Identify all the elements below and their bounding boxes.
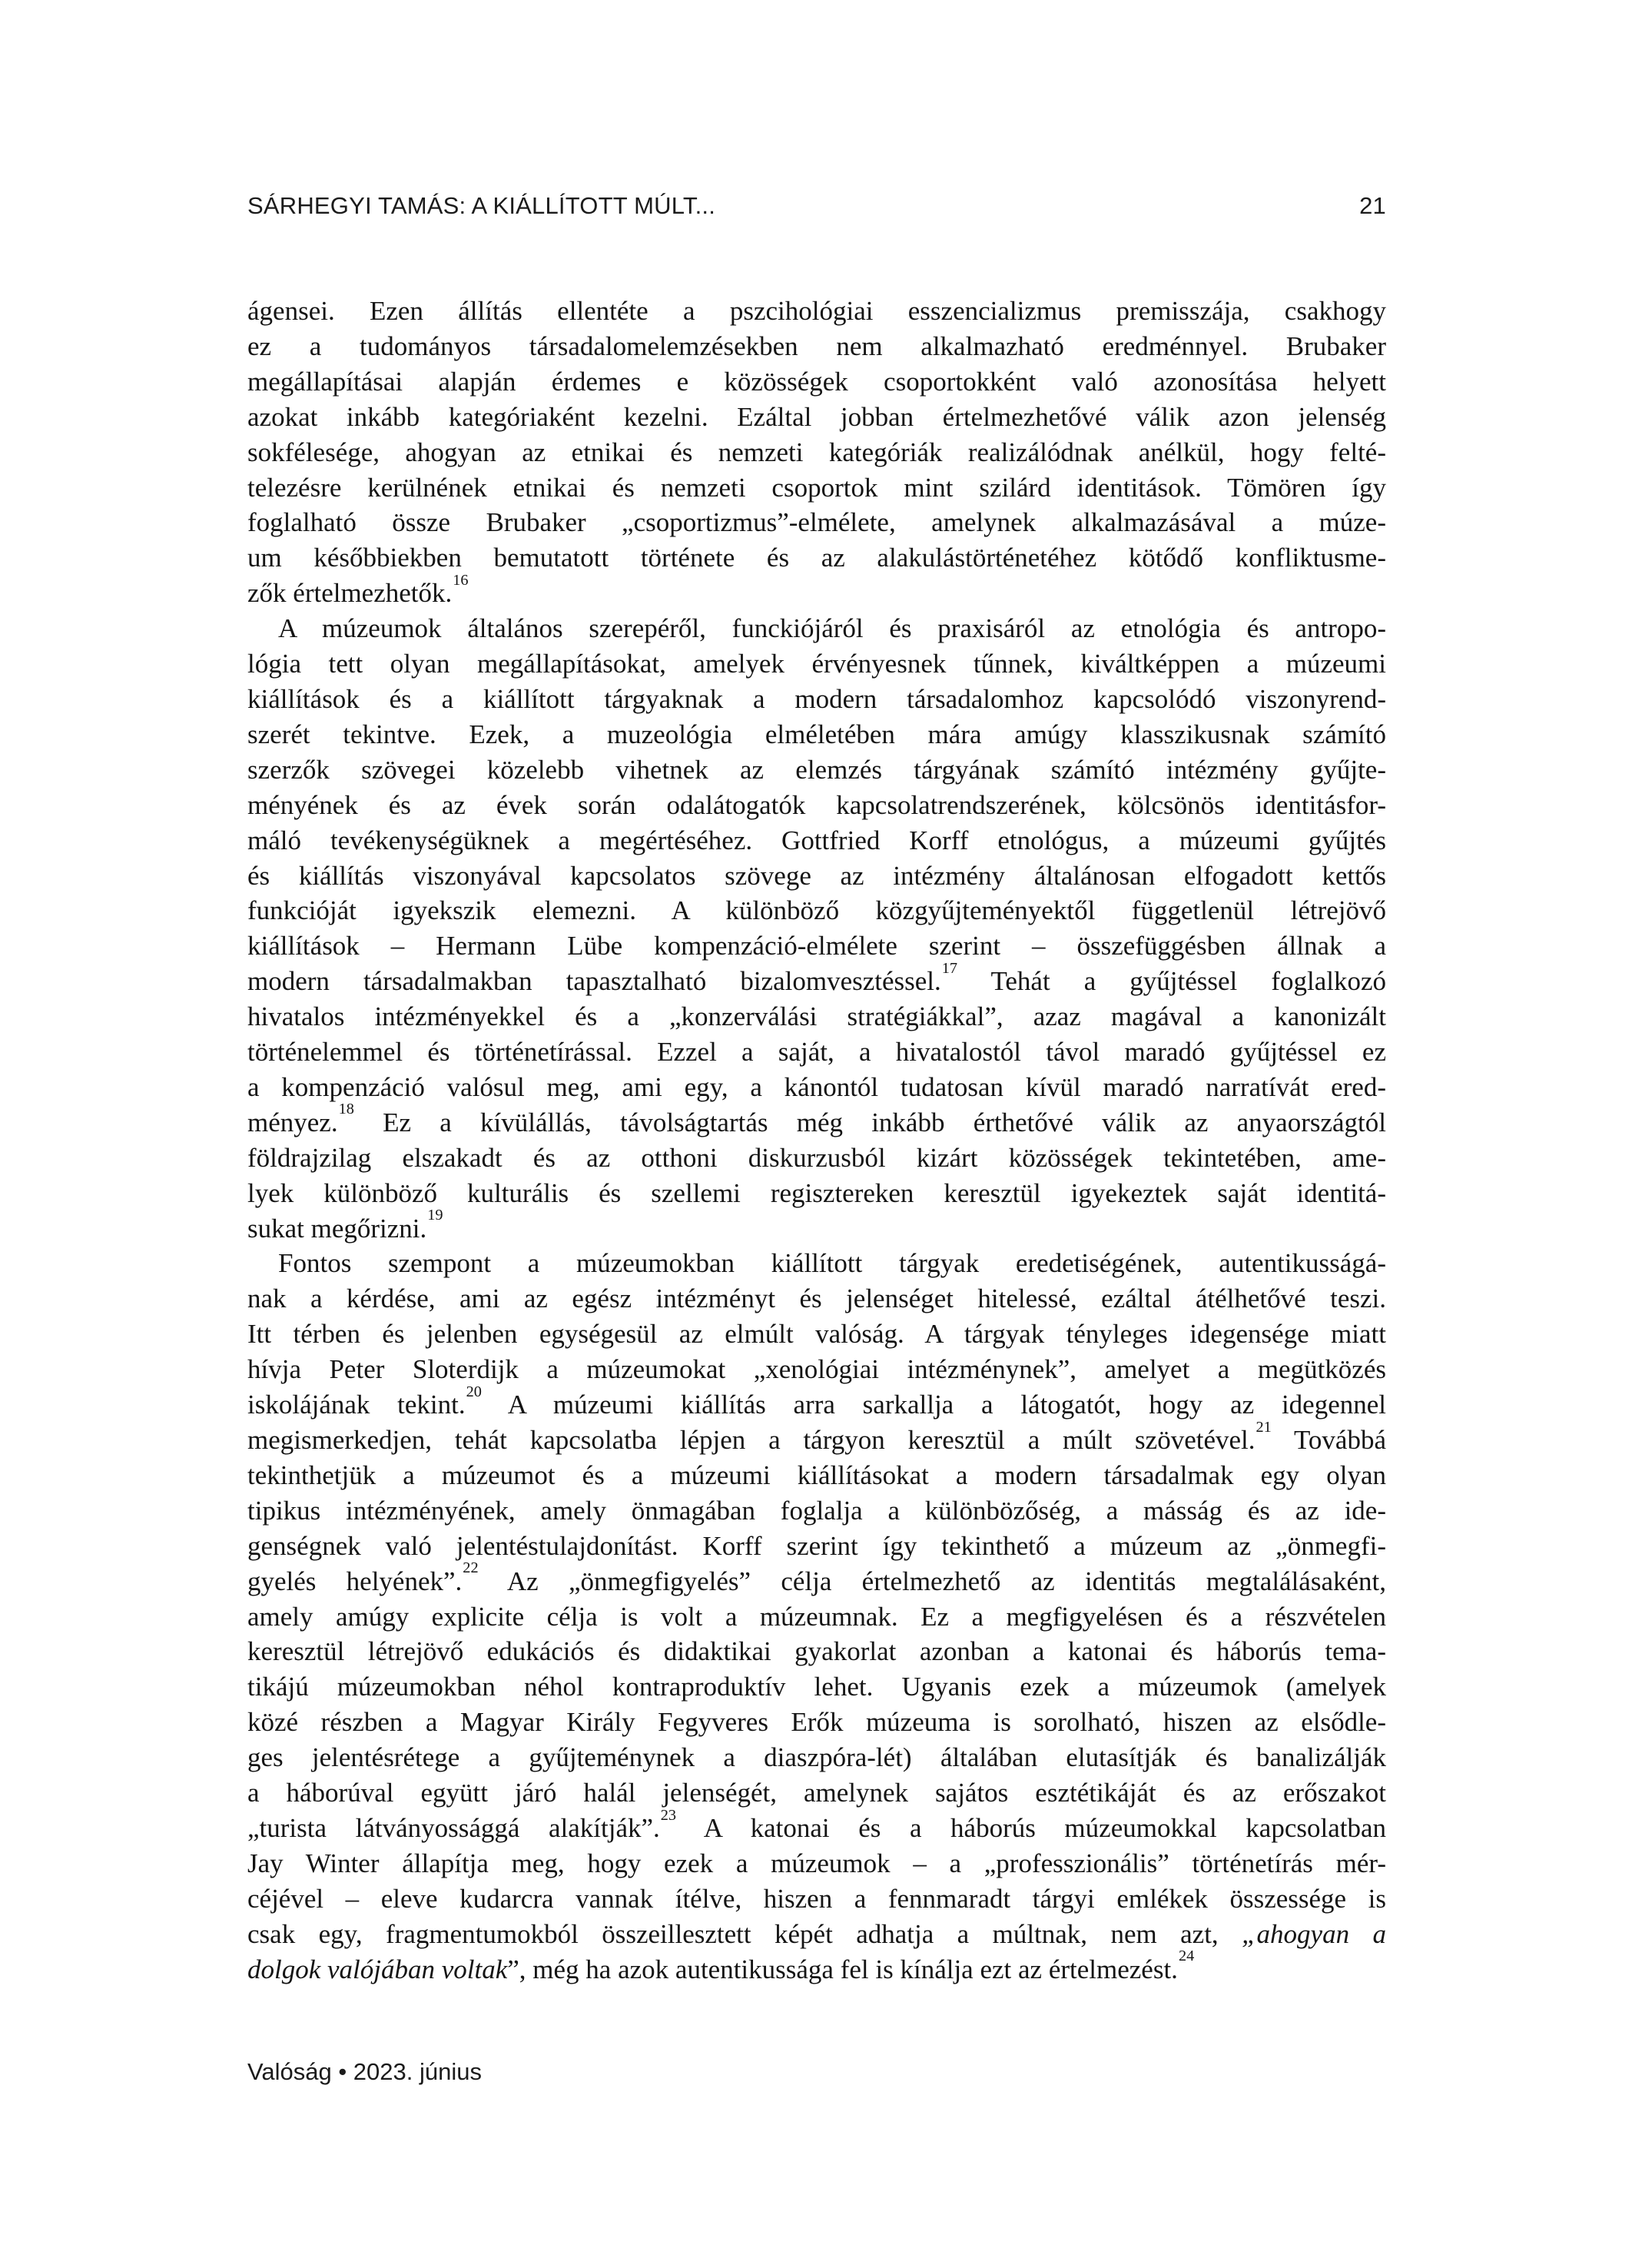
text-line: megismerkedjen, tehát kapcsolatba lépjen a tárgyon keresztül a múlt szövetével.$^{21}$ Továbbá — [247, 1418, 1386, 1455]
text-line: amely amúgy explicite célja is volt a múzeumnak. Ez a megfigyelésen és a részvételen — [247, 1601, 1386, 1632]
running-header — [247, 192, 1386, 220]
text-line: ményez.$^{18}$ Ez a kívülállás, távolságtartás még inkább érthetővé válik az anyaországtól — [247, 1101, 1386, 1137]
text-line: közé részben a Magyar Király Fegyveres Erők múzeuma is sorolható, hiszen az elsődle- — [247, 1707, 1386, 1738]
text-line: kiállítások – Hermann Lübe kompenzáció-elmélete szerint – összefüggésben állnak a — [247, 931, 1386, 961]
text-line: céjével – eleve kudarcra vannak ítélve, hiszen a fennmaradt tárgyi emlékek összessége is — [247, 1883, 1386, 1914]
text-line: szerét tekintve. Ezek, a muzeológia elméletében mára amúgy klasszikusnak számító — [247, 719, 1386, 749]
text-line: sokfélesége, ahogyan az etnikai és nemzeti kategóriák realizálódnak anélkül, hogy felté- — [247, 437, 1386, 467]
text-line: um későbbiekben bemutatott története és az alakulástörténetéhez kötődő konfliktusme- — [247, 543, 1386, 573]
text-line: azokat inkább kategóriaként kezelni. Ezáltal jobban értelmezhetővé válik azon jelenség — [247, 401, 1386, 432]
text-line: Fontos szempont a múzeumokban kiállított tárgyak eredetiségének, autentikusságá- — [278, 1248, 1386, 1279]
text-line: iskolájának tekint.$^{20}$ A múzeumi kiállítás arra sarkallja a látogatót, hogy az idegennel — [247, 1383, 1386, 1420]
body-text — [247, 294, 1386, 1987]
text-line: zők értelmezhetők.$^{16}$ — [247, 571, 469, 609]
paragraph — [247, 611, 1386, 1246]
text-line: telezésre kerülnének etnikai és nemzeti csoportok mint szilárd identitások. Tömören így — [247, 472, 1386, 503]
text-line: modern társadalmakban tapasztalható bizalomvesztéssel.$^{17}$ Tehát a gyűjtéssel foglalkozó — [247, 959, 1386, 997]
text-line: genségnek való jelentéstulajdonítást. Korff szerint így tekinthető a múzeum az „önmegfi- — [247, 1530, 1386, 1561]
text-line: dolgok valójában voltak”, még ha azok autentikussága fel is kínálja ezt az értelmezést.$^{24}$ — [247, 1948, 1195, 1984]
text-line: csak egy, fragmentumokból összeillesztett képét adhatja a múltnak, nem azt, „ahogyan a — [247, 1918, 1387, 1949]
text-line: a háborúval együtt járó halál jelenségét, amelynek sajátos esztétikáját és az erőszakot — [247, 1778, 1386, 1808]
text-line: tipikus intézményének, amely önmagában foglalja a különbözőség, a másság és az ide- — [247, 1495, 1386, 1526]
text-line: máló tevékenységüknek a megértéséhez. Gottfried Korff etnológus, a múzeumi gyűjtés — [247, 825, 1386, 855]
text-line: nak a kérdése, ami az egész intézményt és jelenséget hitelessé, ezáltal átélhetővé teszi. — [247, 1283, 1386, 1314]
text-line: funkcióját igyekszik elemezni. A különböző közgyűjteményektől függetlenül létrejövő — [247, 895, 1386, 926]
journal-footer — [247, 2058, 482, 2086]
text-line: „turista látványossággá alakítják”.$^{23}$ A katonai és a háborús múzeumokkal kapcsolatban — [247, 1806, 1386, 1843]
text-line: hívja Peter Sloterdijk a múzeumokat „xenológiai intézménynek”, amelyet a megütközés — [247, 1354, 1386, 1385]
text-line: földrajzilag elszakadt és az otthoni diskurzusból kizárt közösségek tekintetében, ame- — [247, 1142, 1386, 1173]
text-line: ményének és az évek során odalátogatók kapcsolatrendszerének, kölcsönös identitásfor- — [247, 789, 1386, 820]
text-line: tikájú múzeumokban néhol kontraproduktív lehet. Ugyanis ezek a múzeumok (amelyek — [247, 1672, 1386, 1702]
text-line: foglalható össze Brubaker „csoportizmus”-elmélete, amelynek alkalmazásával a múze- — [247, 507, 1386, 538]
text-line: lyek különböző kulturális és szellemi regisztereken keresztül igyekeztek saját identitá- — [247, 1177, 1386, 1208]
text-line: tekinthetjük a múzeumot és a múzeumi kiállításokat a modern társadalmak egy olyan — [247, 1459, 1386, 1490]
text-line: történelemmel és történetírással. Ezzel a saját, a hivatalostól távol maradó gyűjtéssel ez — [247, 1037, 1386, 1068]
text-line: ágensei. Ezen állítás ellentéte a pszcihológiai esszencializmus premisszája, csakhogy — [247, 296, 1386, 326]
text-line: ez a tudományos társadalomelemzésekben nem alkalmazható eredménnyel. Brubaker — [247, 330, 1386, 361]
text-line: kiállítások és a kiállított tárgyaknak a modern társadalomhoz kapcsolódó viszonyrend- — [247, 683, 1386, 714]
text-line: A múzeumok általános szerepéről, funckiójáról és praxisáról az etnológia és antropo- — [278, 613, 1386, 644]
text-line: megállapításai alapján érdemes e közösségek csoportokként való azonosítása helyett — [247, 366, 1386, 397]
text-line: gyelés helyének”.$^{22}$ Az „önmegfigyelés” célja értelmezhető az identitás megtalálásaként, — [247, 1559, 1387, 1596]
page-number: 21 — [1359, 192, 1386, 219]
text-line: lógia tett olyan megállapításokat, amelyek érvényesnek tűnnek, kiváltképpen a múzeumi — [247, 649, 1386, 679]
text-line: hivatalos intézményekkel és a „konzerválási stratégiákkal”, azaz magával a kanonizált — [247, 1001, 1386, 1032]
text-line: a kompenzáció valósul meg, ami egy, a kánontól tudatosan kívül maradó narratívát ered- — [247, 1071, 1386, 1102]
text-line: szerzők szövegei közelebb vihetnek az elemzés tárgyának számító intézmény gyűjte- — [247, 754, 1386, 785]
journal-footer-text: Valóság • 2023. június — [247, 2058, 482, 2085]
running-title: SÁRHEGYI TAMÁS: A KIÁLLÍTOTT MÚLT... — [247, 192, 716, 219]
paragraph — [247, 1246, 1386, 1987]
text-line: Itt térben és jelenben egységesül az elmúlt valóság. A tárgyak tényleges idegensége miatt — [247, 1319, 1386, 1350]
text-line: keresztül létrejövő edukációs és didaktikai gyakorlat azonban a katonai és háborús tema- — [247, 1636, 1386, 1667]
text-line: Jay Winter állapítja meg, hogy ezek a múzeumok – a „professzionális” történetírás mér- — [247, 1848, 1386, 1878]
text-line: ges jelentésrétege a gyűjteménynek a diaszpóra-lét) általában elutasítják és banalizálják — [247, 1742, 1386, 1773]
text-line: sukat megőrizni.$^{19}$ — [247, 1207, 443, 1244]
paragraph — [247, 294, 1386, 611]
text-line: és kiállítás viszonyával kapcsolatos szövege az intézmény általánosan elfogadott kettős — [247, 860, 1386, 891]
